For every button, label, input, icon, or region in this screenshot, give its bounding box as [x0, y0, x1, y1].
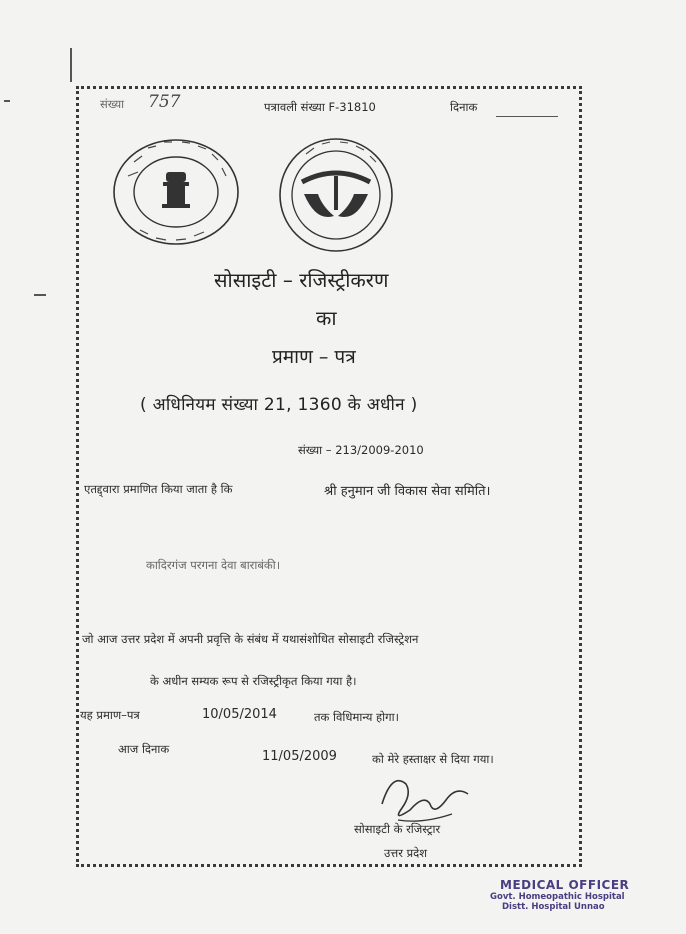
society-address: कादिरगंज परगना देवा बाराबंकी। — [146, 558, 281, 572]
margin-mark — [34, 294, 46, 296]
date-label: दिनाक — [450, 100, 478, 114]
registration-number: संख्या – 213/2009-2010 — [298, 443, 424, 457]
margin-mark — [4, 100, 10, 102]
validity-prefix: यह प्रमाण–पत्र — [80, 708, 140, 722]
registrar-title: सोसाइटी के रजिस्ट्रार — [354, 822, 441, 836]
registrar-office-seal — [110, 136, 242, 252]
date-blank-line — [496, 116, 558, 117]
medical-officer-stamp: MEDICAL OFFICER Govt. Homeopathic Hospital Distt. Hospital Unnao — [490, 878, 630, 912]
up-government-seal — [276, 136, 396, 258]
serial-value: 757 — [148, 92, 181, 112]
society-name: श्री हनुमान जी विकास सेवा समिति। — [324, 484, 491, 499]
serial-label: संख्या — [100, 97, 125, 111]
title-line-1: सोसाइटी – रजिस्ट्रीकरण — [214, 268, 389, 292]
act-reference: ( अधिनियम संख्या 21, 1360 के अधीन ) — [140, 395, 418, 415]
certify-prefix: एतद्द्वारा प्रमाणित किया जाता है कि — [84, 482, 233, 496]
title-line-3: प्रमाण – पत्र — [272, 346, 356, 368]
validity-suffix: तक विधिमान्य होगा। — [314, 710, 399, 724]
issued-suffix: को मेरे हस्ताक्षर से दिया गया। — [372, 752, 494, 766]
body-line-1: जो आज उत्तर प्रदेश में अपनी प्रवृत्ति के संबंध में यथासंशोधित सोसाइटी रजिस्ट्रेशन — [82, 632, 419, 646]
title-line-2: का — [316, 306, 337, 330]
registrar-state: उत्तर प्रदेश — [384, 846, 428, 860]
issued-prefix: आज दिनाक — [118, 742, 170, 756]
validity-date: 10/05/2014 — [202, 707, 277, 722]
file-number: पत्रावली संख्या F-31810 — [264, 100, 376, 114]
body-line-2: के अधीन सम्यक रूप से रजिस्ट्रीकृत किया गया है। — [150, 674, 357, 688]
issued-date: 11/05/2009 — [262, 749, 337, 764]
margin-mark — [70, 48, 72, 82]
